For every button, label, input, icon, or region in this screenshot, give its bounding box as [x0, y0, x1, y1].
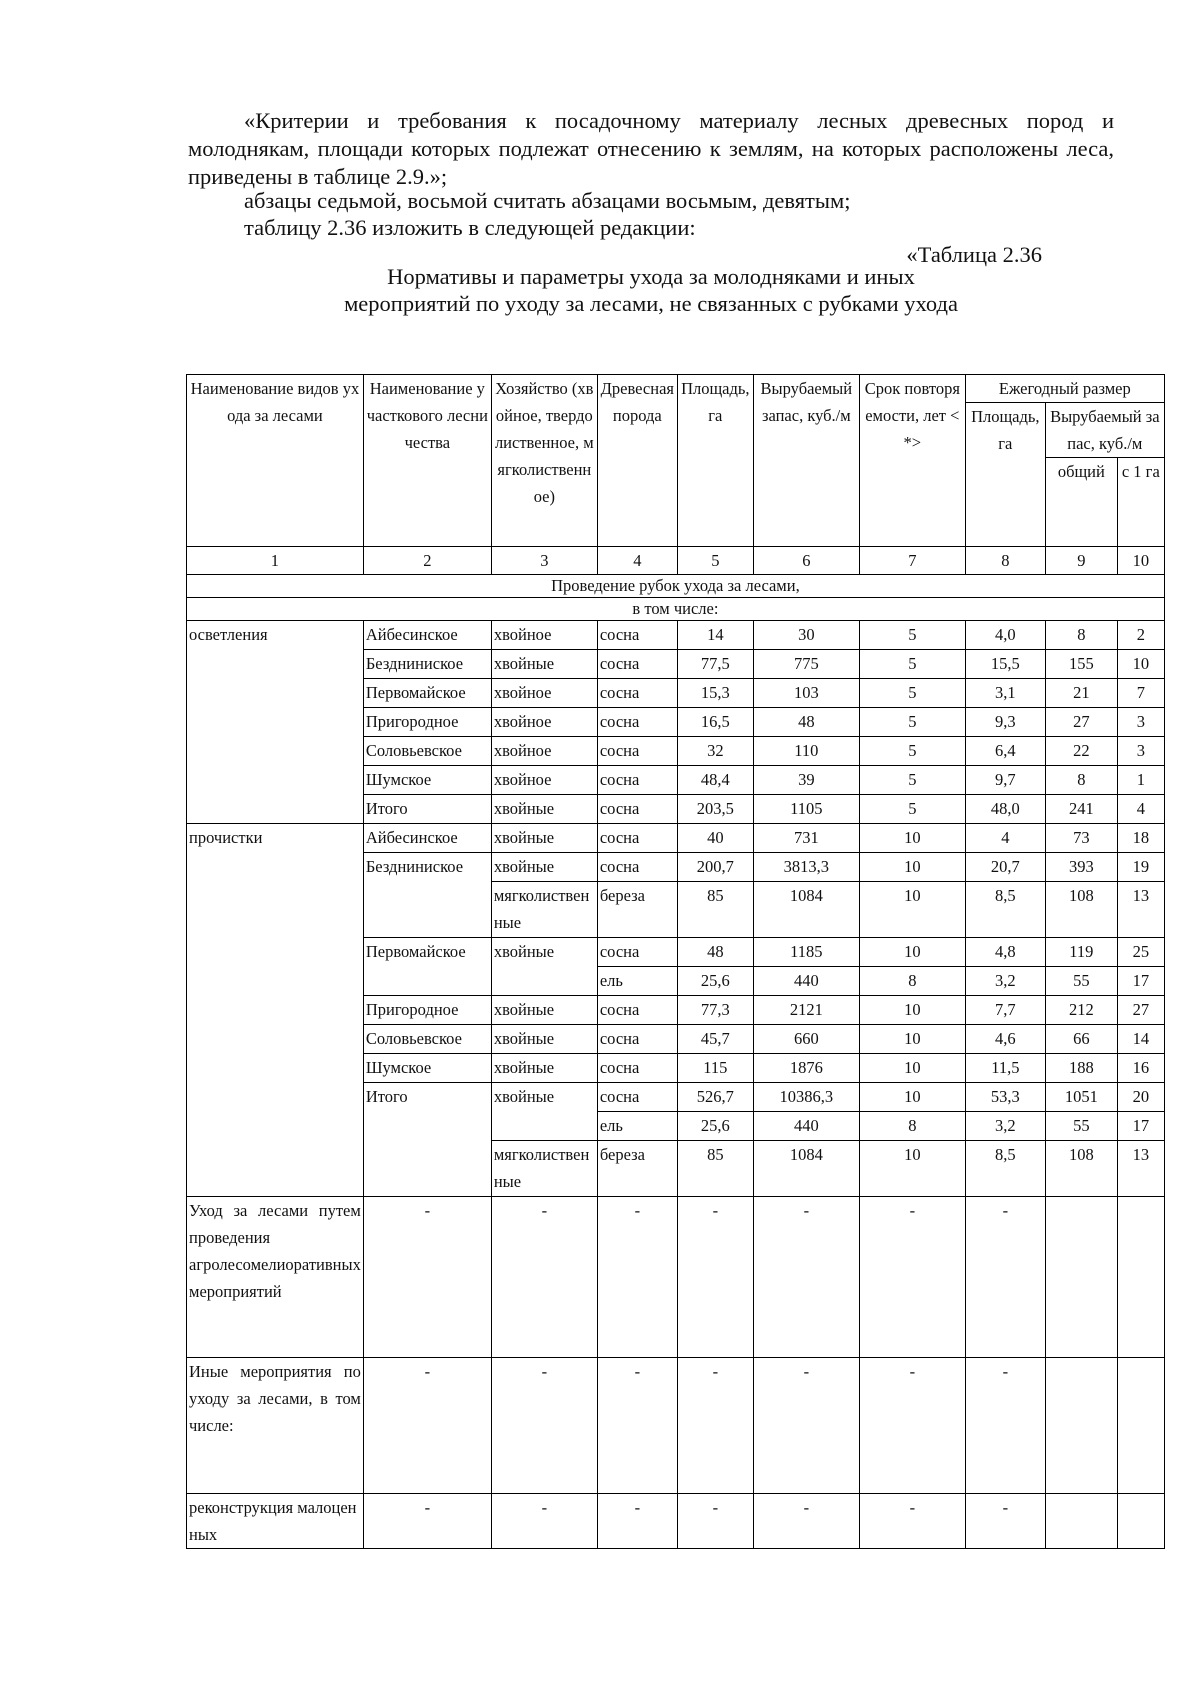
per-ha-value: 10	[1117, 650, 1164, 679]
period-value: 10	[859, 1025, 965, 1054]
period-value: 5	[859, 621, 965, 650]
economy-type: хвойные	[491, 1025, 597, 1054]
tree-species: сосна	[597, 766, 677, 795]
annual-total-value: 119	[1045, 938, 1117, 967]
header-cell: общий	[1045, 458, 1117, 547]
per-ha-value: 7	[1117, 679, 1164, 708]
stock-value: 30	[753, 621, 859, 650]
dash-cell: -	[965, 1494, 1045, 1549]
dash-cell: -	[753, 1494, 859, 1549]
economy-type: хвойные	[491, 1083, 597, 1141]
table-title-line-1: Нормативы и параметры ухода за молодняками и иных	[387, 264, 915, 289]
header-cell: Вырубаемый запас, куб./м	[753, 375, 859, 547]
annual-total-value: 188	[1045, 1054, 1117, 1083]
area-value: 48,4	[677, 766, 753, 795]
empty-cell	[1045, 1494, 1117, 1549]
economy-type: хвойные	[491, 795, 597, 824]
dash-cell: -	[965, 1197, 1045, 1358]
forestry-name: Бездниниское	[363, 650, 491, 679]
per-ha-value: 19	[1117, 853, 1164, 882]
stock-value: 731	[753, 824, 859, 853]
table-row	[187, 1494, 1165, 1549]
period-value: 10	[859, 1141, 965, 1197]
forestry-name: Пригородное	[363, 708, 491, 737]
column-number: 10	[1117, 547, 1164, 575]
annual-total-value: 8	[1045, 621, 1117, 650]
per-ha-value: 2	[1117, 621, 1164, 650]
economy-type: хвойные	[491, 853, 597, 882]
dash-cell: -	[753, 1358, 859, 1494]
table-row	[187, 824, 1165, 853]
area-value: 526,7	[677, 1083, 753, 1112]
annual-area-value: 20,7	[965, 853, 1045, 882]
stock-value: 1185	[753, 938, 859, 967]
tree-species: сосна	[597, 795, 677, 824]
period-value: 10	[859, 882, 965, 938]
forestry-name: Первомайское	[363, 938, 491, 996]
stock-value: 48	[753, 708, 859, 737]
tree-species: сосна	[597, 1025, 677, 1054]
column-number: 1	[187, 547, 364, 575]
per-ha-value: 14	[1117, 1025, 1164, 1054]
annual-area-value: 11,5	[965, 1054, 1045, 1083]
annual-area-value: 4,6	[965, 1025, 1045, 1054]
annual-area-value: 3,1	[965, 679, 1045, 708]
header-cell: Наименование видов ухода за лесами	[187, 375, 364, 547]
period-value: 5	[859, 795, 965, 824]
annual-total-value: 8	[1045, 766, 1117, 795]
annual-total-value: 393	[1045, 853, 1117, 882]
per-ha-value: 13	[1117, 882, 1164, 938]
stock-value: 440	[753, 1112, 859, 1141]
annual-area-value: 4,0	[965, 621, 1045, 650]
annual-total-value: 212	[1045, 996, 1117, 1025]
area-value: 203,5	[677, 795, 753, 824]
annual-area-value: 6,4	[965, 737, 1045, 766]
column-number-row	[187, 547, 1165, 575]
economy-type: хвойное	[491, 708, 597, 737]
per-ha-value: 1	[1117, 766, 1164, 795]
forestry-name: Соловьевское	[363, 1025, 491, 1054]
dash-cell: -	[491, 1494, 597, 1549]
economy-type: хвойное	[491, 737, 597, 766]
section-title: Проведение рубок ухода за лесами,	[187, 575, 1165, 598]
norms-table	[186, 374, 1165, 1549]
area-value: 45,7	[677, 1025, 753, 1054]
dash-cell: -	[597, 1197, 677, 1358]
per-ha-value: 17	[1117, 1112, 1164, 1141]
annual-total-value: 155	[1045, 650, 1117, 679]
per-ha-value: 25	[1117, 938, 1164, 967]
tree-species: сосна	[597, 996, 677, 1025]
area-value: 40	[677, 824, 753, 853]
forestry-name: Первомайское	[363, 679, 491, 708]
tree-species: береза	[597, 882, 677, 938]
period-value: 8	[859, 967, 965, 996]
care-type-name: Уход за лесами путем проведения агролесомелиоративных мероприятий	[187, 1197, 364, 1358]
dash-cell: -	[491, 1197, 597, 1358]
dash-cell: -	[597, 1494, 677, 1549]
empty-cell	[1117, 1358, 1164, 1494]
per-ha-value: 20	[1117, 1083, 1164, 1112]
per-ha-value: 3	[1117, 708, 1164, 737]
forestry-name: Итого	[363, 795, 491, 824]
annual-total-value: 21	[1045, 679, 1117, 708]
economy-type: хвойные	[491, 938, 597, 996]
tree-species: сосна	[597, 824, 677, 853]
column-number: 5	[677, 547, 753, 575]
period-value: 10	[859, 938, 965, 967]
tree-species: сосна	[597, 1083, 677, 1112]
period-value: 5	[859, 650, 965, 679]
tree-species: береза	[597, 1141, 677, 1197]
annual-area-value: 9,3	[965, 708, 1045, 737]
care-type-name: осветления	[187, 621, 364, 824]
per-ha-value: 18	[1117, 824, 1164, 853]
tree-species: сосна	[597, 679, 677, 708]
forestry-name: Бездниниское	[363, 853, 491, 938]
table-row	[187, 621, 1165, 650]
economy-type: мягколиственные	[491, 1141, 597, 1197]
forestry-name: Шумское	[363, 1054, 491, 1083]
annual-total-value: 108	[1045, 882, 1117, 938]
dash-cell: -	[677, 1494, 753, 1549]
area-value: 14	[677, 621, 753, 650]
per-ha-value: 27	[1117, 996, 1164, 1025]
dash-cell: -	[363, 1358, 491, 1494]
stock-value: 103	[753, 679, 859, 708]
table-row	[187, 1358, 1165, 1494]
period-value: 10	[859, 853, 965, 882]
annual-area-value: 53,3	[965, 1083, 1045, 1112]
area-value: 77,5	[677, 650, 753, 679]
care-type-name: прочистки	[187, 824, 364, 1197]
tree-species: ель	[597, 967, 677, 996]
dash-cell: -	[859, 1197, 965, 1358]
stock-value: 1105	[753, 795, 859, 824]
economy-type: хвойные	[491, 1054, 597, 1083]
period-value: 5	[859, 679, 965, 708]
per-ha-value: 17	[1117, 967, 1164, 996]
forestry-name: Шумское	[363, 766, 491, 795]
per-ha-value: 13	[1117, 1141, 1164, 1197]
intro-paragraph-2: абзацы седьмой, восьмой считать абзацами восьмым, девятым;	[244, 188, 851, 213]
period-value: 10	[859, 824, 965, 853]
annual-total-value: 66	[1045, 1025, 1117, 1054]
dash-cell: -	[491, 1358, 597, 1494]
header-cell: Наименование участкового лесничества	[363, 375, 491, 547]
stock-value: 1084	[753, 1141, 859, 1197]
stock-value: 39	[753, 766, 859, 795]
dash-cell: -	[965, 1358, 1045, 1494]
annual-area-value: 3,2	[965, 967, 1045, 996]
forestry-name: Айбесинское	[363, 824, 491, 853]
stock-value: 1876	[753, 1054, 859, 1083]
column-number: 6	[753, 547, 859, 575]
stock-value: 775	[753, 650, 859, 679]
period-value: 10	[859, 1083, 965, 1112]
per-ha-value: 16	[1117, 1054, 1164, 1083]
stock-value: 660	[753, 1025, 859, 1054]
intro-paragraph-1: «Критерии и требования к посадочному материалу лесных древесных пород и молоднякам, площади которых подлежат отнесению к землям, на которых расположены леса, приведены в таблице 2.9.»;	[188, 108, 1114, 189]
annual-area-value: 7,7	[965, 996, 1045, 1025]
area-value: 25,6	[677, 1112, 753, 1141]
tree-species: ель	[597, 1112, 677, 1141]
tree-species: сосна	[597, 853, 677, 882]
economy-type: хвойные	[491, 824, 597, 853]
column-number: 7	[859, 547, 965, 575]
tree-species: сосна	[597, 938, 677, 967]
header-cell: Срок повторяемости, лет <*>	[859, 375, 965, 547]
economy-type: мягколиственные	[491, 882, 597, 938]
period-value: 5	[859, 708, 965, 737]
economy-type: хвойные	[491, 996, 597, 1025]
annual-area-value: 3,2	[965, 1112, 1045, 1141]
header-cell: Хозяйство (хвойное, твердолиственное, мягколиственное)	[491, 375, 597, 547]
economy-type: хвойное	[491, 766, 597, 795]
area-value: 15,3	[677, 679, 753, 708]
header-cell: с 1 га	[1117, 458, 1164, 547]
area-value: 48	[677, 938, 753, 967]
per-ha-value: 4	[1117, 795, 1164, 824]
table-title-line-2: мероприятий по уходу за лесами, не связанных с рубками ухода	[344, 291, 958, 316]
dash-cell: -	[859, 1358, 965, 1494]
header-cell: Ежегодный размер	[965, 375, 1164, 403]
empty-cell	[1045, 1197, 1117, 1358]
tree-species: сосна	[597, 708, 677, 737]
section-row	[187, 575, 1165, 598]
area-value: 32	[677, 737, 753, 766]
care-type-name: реконструкция малоценных	[187, 1494, 364, 1549]
empty-cell	[1117, 1494, 1164, 1549]
period-value: 5	[859, 737, 965, 766]
period-value: 10	[859, 996, 965, 1025]
tree-species: сосна	[597, 621, 677, 650]
forestry-name: Соловьевское	[363, 737, 491, 766]
section-row	[187, 598, 1165, 621]
economy-type: хвойные	[491, 650, 597, 679]
area-value: 25,6	[677, 967, 753, 996]
empty-cell	[1045, 1358, 1117, 1494]
annual-total-value: 27	[1045, 708, 1117, 737]
period-value: 5	[859, 766, 965, 795]
forestry-name: Айбесинское	[363, 621, 491, 650]
table-row	[187, 1197, 1165, 1358]
tree-species: сосна	[597, 737, 677, 766]
tree-species: сосна	[597, 1054, 677, 1083]
column-number: 4	[597, 547, 677, 575]
annual-total-value: 108	[1045, 1141, 1117, 1197]
tree-species: сосна	[597, 650, 677, 679]
dash-cell: -	[363, 1197, 491, 1358]
dash-cell: -	[677, 1358, 753, 1494]
header-cell: Площадь, га	[965, 403, 1045, 547]
annual-area-value: 9,7	[965, 766, 1045, 795]
table-label: «Таблица 2.36	[906, 242, 1042, 267]
column-number: 3	[491, 547, 597, 575]
area-value: 16,5	[677, 708, 753, 737]
period-value: 8	[859, 1112, 965, 1141]
dash-cell: -	[597, 1358, 677, 1494]
economy-type: хвойное	[491, 679, 597, 708]
annual-total-value: 55	[1045, 967, 1117, 996]
annual-total-value: 55	[1045, 1112, 1117, 1141]
header-row	[187, 375, 1165, 403]
annual-total-value: 22	[1045, 737, 1117, 766]
empty-cell	[1117, 1197, 1164, 1358]
stock-value: 1084	[753, 882, 859, 938]
header-cell: Площадь, га	[677, 375, 753, 547]
annual-total-value: 73	[1045, 824, 1117, 853]
annual-area-value: 4	[965, 824, 1045, 853]
annual-total-value: 241	[1045, 795, 1117, 824]
annual-area-value: 8,5	[965, 882, 1045, 938]
forestry-name: Пригородное	[363, 996, 491, 1025]
annual-area-value: 48,0	[965, 795, 1045, 824]
column-number: 2	[363, 547, 491, 575]
dash-cell: -	[859, 1494, 965, 1549]
area-value: 85	[677, 1141, 753, 1197]
annual-total-value: 1051	[1045, 1083, 1117, 1112]
header-cell: Вырубаемый запас, куб./м	[1045, 403, 1164, 458]
area-value: 85	[677, 882, 753, 938]
care-type-name: Иные мероприятия по уходу за лесами, в том числе:	[187, 1358, 364, 1494]
economy-type: хвойное	[491, 621, 597, 650]
period-value: 10	[859, 1054, 965, 1083]
header-cell: Древесная порода	[597, 375, 677, 547]
stock-value: 440	[753, 967, 859, 996]
column-number: 9	[1045, 547, 1117, 575]
forestry-name: Итого	[363, 1083, 491, 1197]
area-value: 115	[677, 1054, 753, 1083]
annual-area-value: 8,5	[965, 1141, 1045, 1197]
annual-area-value: 4,8	[965, 938, 1045, 967]
area-value: 200,7	[677, 853, 753, 882]
dash-cell: -	[753, 1197, 859, 1358]
stock-value: 3813,3	[753, 853, 859, 882]
per-ha-value: 3	[1117, 737, 1164, 766]
area-value: 77,3	[677, 996, 753, 1025]
section-subtitle: в том числе:	[187, 598, 1165, 621]
annual-area-value: 15,5	[965, 650, 1045, 679]
dash-cell: -	[363, 1494, 491, 1549]
dash-cell: -	[677, 1197, 753, 1358]
column-number: 8	[965, 547, 1045, 575]
stock-value: 2121	[753, 996, 859, 1025]
stock-value: 110	[753, 737, 859, 766]
intro-paragraph-3: таблицу 2.36 изложить в следующей редакции:	[244, 215, 696, 240]
stock-value: 10386,3	[753, 1083, 859, 1112]
